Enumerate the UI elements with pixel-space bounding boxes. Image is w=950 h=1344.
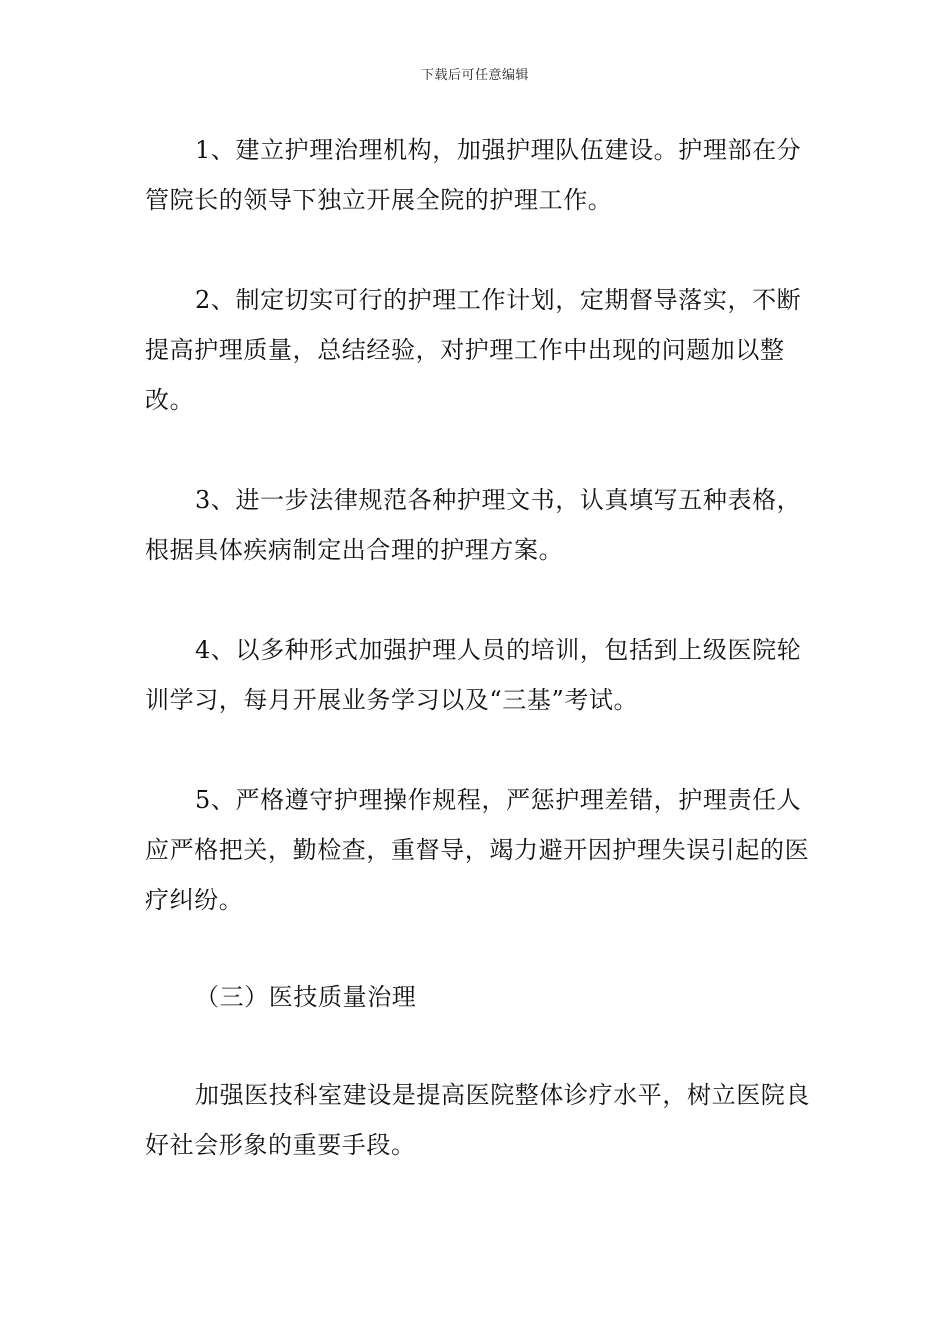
paragraph-3: 3、进一步法律规范各种护理文书，认真填写五种表格，根据具体疾病制定出合理的护理方案。 — [145, 486, 802, 564]
section-heading: （三）医技质量治理 — [195, 983, 417, 1011]
paragraph-4: 4、以多种形式加强护理人员的培训，包括到上级医院轮训学习，每月开展业务学习以及“三基”考试。 — [145, 636, 802, 714]
page-header: 下载后可任意编辑 — [420, 68, 529, 83]
paragraph-6: 加强医技科室建设是提高医院整体诊疗水平，树立医院良好社会形象的重要手段。 — [145, 1081, 810, 1159]
paragraph-2: 2、制定切实可行的护理工作计划，定期督导落实，不断提高护理质量，总结经验，对护理工作中出现的问题加以整改。 — [145, 286, 802, 414]
paragraph-1: 1、建立护理治理机构，加强护理队伍建设。护理部在分管院长的领导下独立开展全院的护理工作。 — [145, 136, 802, 214]
paragraph-5: 5、严格遵守护理操作规程，严惩护理差错，护理责任人应严格把关，勤检查，重督导，竭力避开因护理失误引起的医疗纠纷。 — [145, 786, 810, 914]
